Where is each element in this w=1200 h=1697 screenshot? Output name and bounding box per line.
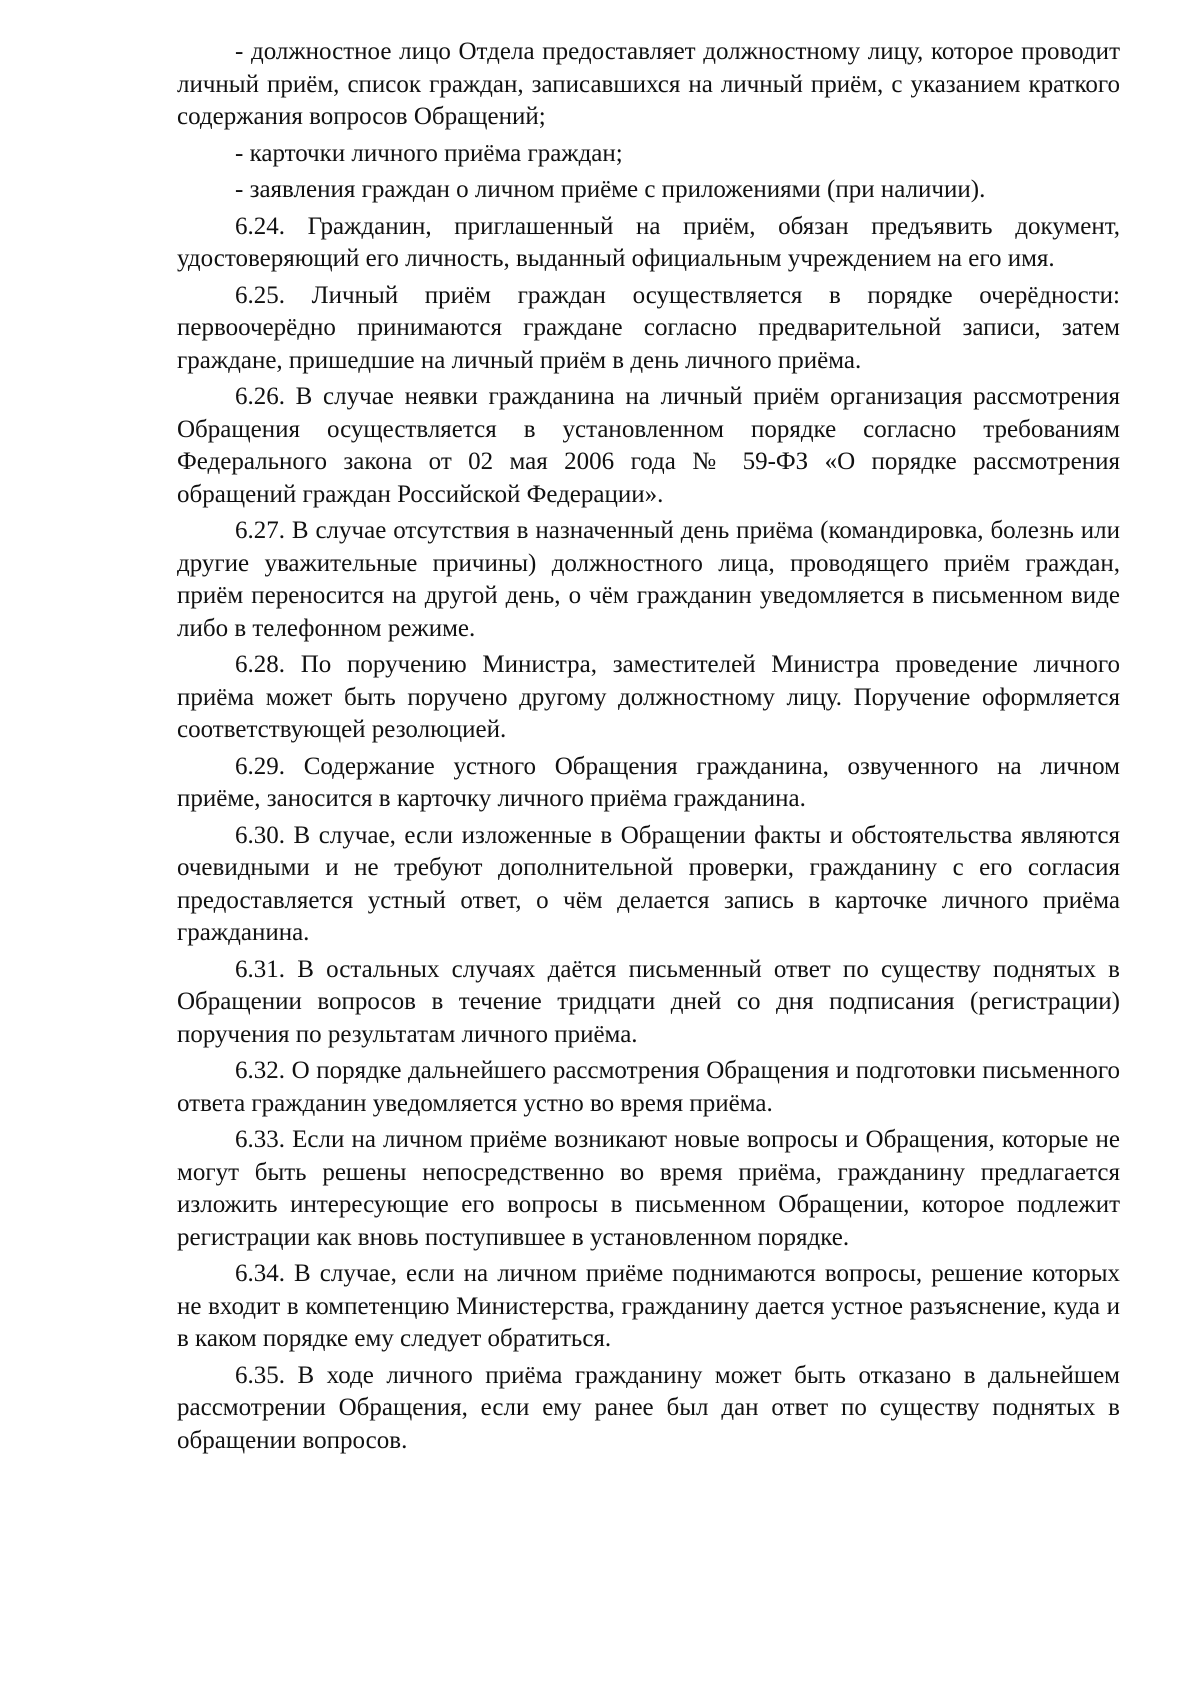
paragraph-6-24: 6.24. Гражданин, приглашенный на приём, обязан предъявить документ, удостоверяющий его личность, выданный официальным учреждением на его имя. <box>177 212 1120 272</box>
paragraph-6-32: 6.32. О порядке дальнейшего рассмотрения Обращения и подготовки письменного ответа гражданин уведомляется устно во время приёма. <box>177 1057 1120 1117</box>
paragraph-6-26: 6.26. В случае неявки гражданина на личный приём организация рассмотрения Обращения осуществляется в установленном порядке согласно требованиям Федерального закона от 02 мая 2006 года № 59-ФЗ «О порядке рассмотрения обращений граждан Российской Федерации». <box>177 383 1120 508</box>
paragraph-6-28: 6.28. По поручению Министра, заместителей Министра проведение личного приёма может быть поручено другому должностному лицу. Поручение оформляется соответствующей резолюцией. <box>177 651 1120 743</box>
bullet-item: - должностное лицо Отдела предоставляет должностному лицу, которое проводит личный приём, список граждан, записавшихся на личный приём, с указанием краткого содержания вопросов Обращений; <box>177 38 1120 130</box>
paragraph-6-33: 6.33. Если на личном приёме возникают новые вопросы и Обращения, которые не могут быть решены непосредственно во время приёма, гражданину предлагается изложить интересующие его вопросы в письменном Обращении, которое подлежит регистрации как вновь поступившее в установленном порядке. <box>177 1126 1120 1251</box>
bullet-item: - заявления граждан о личном приёме с приложениями (при наличии). <box>235 176 986 203</box>
paragraph-6-34: 6.34. В случае, если на личном приёме поднимаются вопросы, решение которых не входит в компетенцию Министерства, гражданину дается устное разъяснение, куда и в каком порядке ему следует обратиться. <box>177 1260 1120 1352</box>
paragraph-6-31: 6.31. В остальных случаях даётся письменный ответ по существу поднятых в Обращении вопросов в течение тридцати дней со дня подписания (регистрации) поручения по результатам личного приёма. <box>177 955 1120 1048</box>
paragraph-6-30: 6.30. В случае, если изложенные в Обращении факты и обстоятельства являются очевидными и не требуют дополнительной проверки, гражданину с его согласия предоставляется устный ответ, о чём делается запись в карточке личного приёма гражданина. <box>177 821 1120 946</box>
paragraph-6-29: 6.29. Содержание устного Обращения гражданина, озвученного на личном приёме, заносится в карточку личного приёма гражданина. <box>177 752 1120 812</box>
paragraph-6-27: 6.27. В случае отсутствия в назначенный день приёма (командировка, болезнь или другие уважительные причины) должностного лица, проводящего приём граждан, приём переносится на другой день, о чём гражданин уведомляется в письменном виде либо в телефонном режиме. <box>177 517 1120 642</box>
bullet-item: - карточки личного приёма граждан; <box>235 139 623 167</box>
paragraph-6-25: 6.25. Личный приём граждан осуществляется в порядке очерёдности: первоочерёдно принимаются граждане согласно предварительной записи, затем граждане, пришедшие на личный приём в день личного приёма. <box>177 281 1120 374</box>
paragraph-6-35: 6.35. В ходе личного приёма гражданину может быть отказано в дальнейшем рассмотрении Обращения, если ему ранее был дан ответ по существу поднятых в обращении вопросов. <box>177 1361 1120 1454</box>
